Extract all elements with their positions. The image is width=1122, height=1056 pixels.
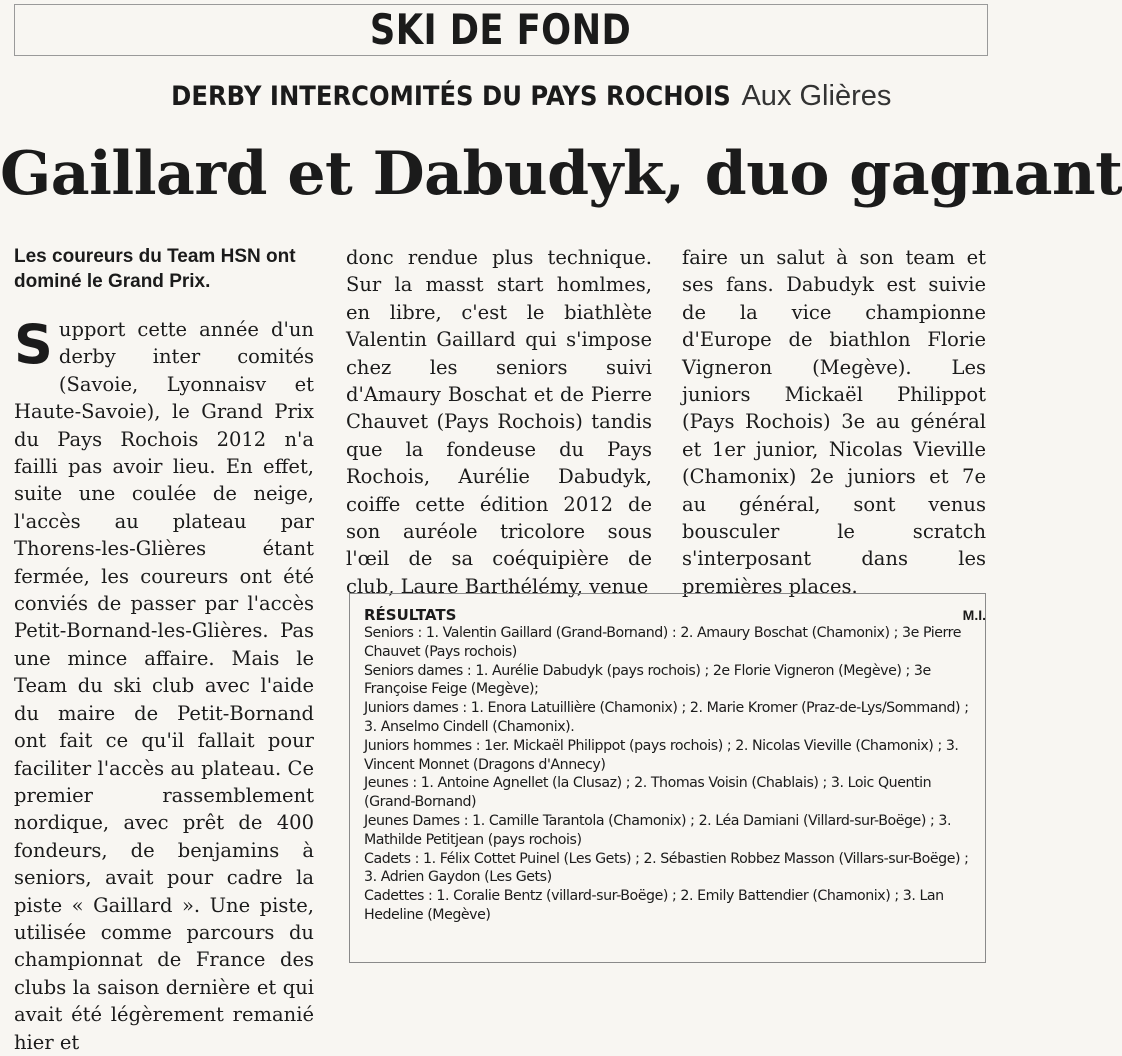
results-line: Seniors : 1. Valentin Gaillard (Grand-Bornand) : 2. Amaury Boschat (Chamonix) ; 3e Pierre Chauvet (Pays rochois) — [364, 625, 961, 660]
lead-paragraph: Les coureurs du Team HSN ont dominé le Grand Prix. — [14, 246, 296, 292]
results-line: Seniors dames : 1. Aurélie Dabudyk (pays rochois) ; 2e Florie Vigneron (Megève) ; 3e Françoise Feige (Megève); — [364, 662, 931, 698]
kicker-title: DERBY INTERCOMITÉS DU PAYS ROCHOIS — [170, 81, 731, 112]
location-label: Aux Glières — [741, 80, 892, 112]
subheading — [0, 76, 1000, 120]
drop-cap: S — [14, 313, 53, 376]
results-line: Juniors hommes : 1er. Mickaël Philippot (pays rochois) ; 2. Nicolas Vieville (Chamonix) ; 3. Vincent Monnet (Dragons d'Annecy) — [364, 737, 959, 773]
body-text-2: donc rendue plus technique. Sur la masst start homlmes, en libre, c'est le biathlète Valentin Gaillard qui s'impose chez les seniors suivi d'Amaury Boschat et de Pierre Chauvet (Pays Rochois) tandis que la fondeuse du Pays Rochois, Aurélie Dabudyk, coiffe cette édition 2012 de son auréole tricolore sous l'œil de sa coéquipière de club, Laure Barthélémy, venue — [346, 246, 652, 598]
results-title: RÉSULTATS — [364, 606, 457, 624]
section-title: SKI DE FOND — [370, 5, 632, 54]
results-line: Juniors dames : 1. Enora Latuillière (Chamonix) ; 2. Marie Kromer (Praz-de-Lys/Sommand) ; 3. Anselmo Cindell (Chamonix). — [364, 700, 969, 735]
body-text-3: faire un salut à son team et ses fans. Dabudyk est suivie de la vice championne d'Europe de biathlon Florie Vigneron (Megève). Les juniors Mickaël Philippot (Pays Rochois) 3e au général et 1er junior, Nicolas Vieville (Chamonix) 2e juniors et 7e au général, sont venus bousculer le scratch s'interposant dans les premières places. — [682, 246, 986, 598]
body-paragraph-1 — [14, 313, 314, 1056]
results-line: Cadets : 1. Félix Cottet Puinel (Les Gets) ; 2. Sébastien Robbez Masson (Villars-sur-Boëge) ; 3. Adrien Gaydon (Les Gets) — [364, 850, 969, 886]
results-line: Cadettes : 1. Coralie Bentz (villard-sur-Boëge) ; 2. Emily Battendier (Chamonix) ; 3. Lan Hedeline (Megève) — [364, 888, 944, 923]
article-column-1 — [14, 244, 314, 1056]
byline: M.I. — [962, 607, 986, 624]
headline: Gaillard et Dabudyk, duo gagnant — [0, 139, 1122, 209]
section-banner — [14, 4, 988, 56]
article-column-3 — [682, 244, 986, 630]
results-line: Jeunes Dames : 1. Camille Tarantola (Chamonix) ; 2. Léa Damiani (Villard-sur-Boëge) ; 3. Mathilde Petitjean (pays rochois) — [364, 812, 952, 848]
body-text-1: upport cette année d'un derby inter comités (Savoie, Lyonnaisv et Haute-Savoie), le Grand Prix du Pays Rochois 2012 n'a failli pas avoir lieu. En effet, suite une coulée de neige, l'accès au plateau par Thorens-les-Glières étant fermée, les coureurs ont été conviés de passer par l'accès Petit-Bornand-les-Glières. Pas une mince affaire. Mais le Team du ski club avec l'aide du maire de Petit-Bornand ont fait ce qu'il fallait pour faciliter l'accès au plateau. Ce premier rassemblement nordique, avec prêt de 400 fondeurs, de benjamins à seniors, avait pour cadre la piste « Gaillard ». Une piste, utilisée comme parcours du championnat de France des clubs la saison dernière et qui avait été légèrement remanié hier et — [14, 318, 314, 1054]
results-box — [349, 593, 986, 963]
results-line: Jeunes : 1. Antoine Agnellet (la Clusaz) ; 2. Thomas Voisin (Chablais) ; 3. Loic Quentin (Grand-Bornand) — [364, 775, 932, 811]
article-column-2 — [346, 244, 652, 600]
